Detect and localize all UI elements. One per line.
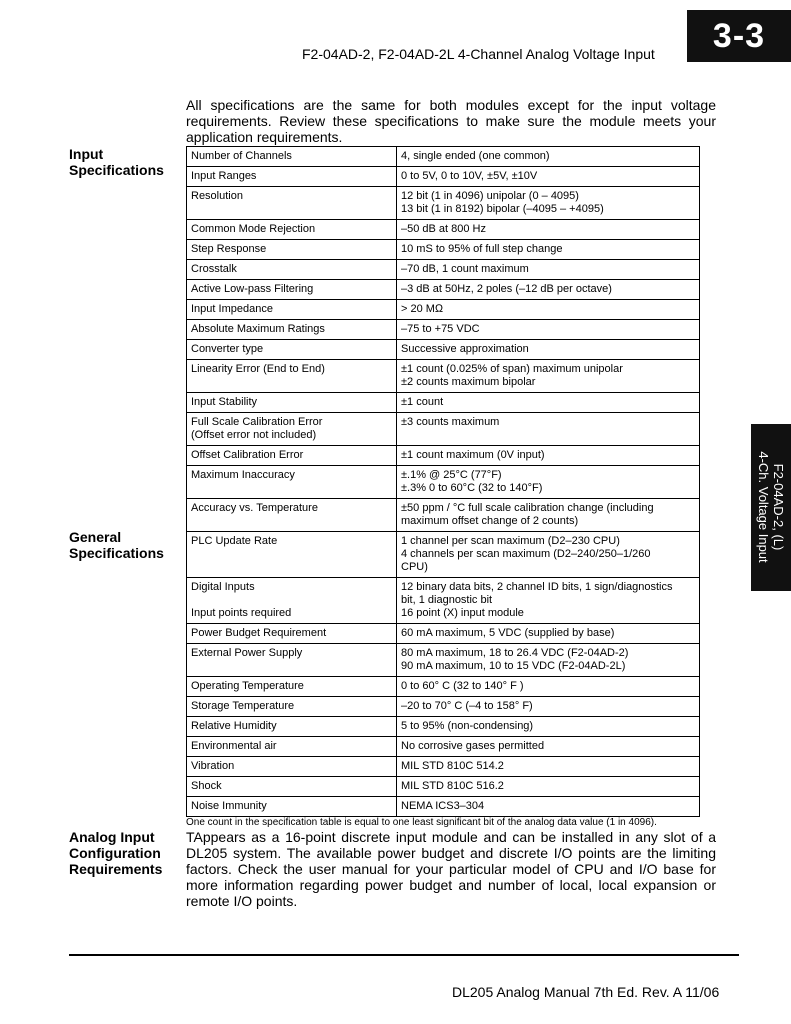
spec-label-cell — [187, 393, 397, 413]
spec-label-cell — [187, 717, 397, 737]
spec-row — [187, 466, 700, 499]
spec-row — [187, 220, 700, 240]
specifications-table — [186, 146, 700, 817]
spec-label-line: Vibration — [191, 760, 235, 772]
spec-value-line: ±2 counts maximum bipolar — [401, 376, 536, 388]
side-tab-label — [756, 451, 786, 562]
spec-value-cell — [397, 644, 700, 677]
spec-value-cell — [397, 280, 700, 300]
spec-row — [187, 717, 700, 737]
spec-row — [187, 320, 700, 340]
spec-value-line: ±50 ppm / °C full scale calibration change (including — [401, 502, 654, 514]
intro-paragraph: All specifications are the same for both modules except for the input voltage requirements. Review these specifications to make sure the module meets your application requirements. — [186, 97, 716, 145]
spec-label-line: Step Response — [191, 243, 267, 255]
spec-row — [187, 360, 700, 393]
spec-value-cell — [397, 677, 700, 697]
spec-label-cell — [187, 446, 397, 466]
spec-row — [187, 777, 700, 797]
spec-label-line: Digital Inputs — [191, 581, 255, 593]
spec-label-cell — [187, 340, 397, 360]
spec-row — [187, 167, 700, 187]
page-number-badge: 3-3 — [687, 10, 791, 62]
spec-label-cell — [187, 320, 397, 340]
spec-row — [187, 260, 700, 280]
spec-value-cell — [397, 340, 700, 360]
spec-value-line: 4, single ended (one common) — [401, 150, 550, 162]
spec-value-line: 12 binary data bits, 2 channel ID bits, 1 sign/diagnostics — [401, 581, 673, 593]
spec-value-line: ±1 count maximum (0V input) — [401, 449, 545, 461]
spec-value-line: Successive approximation — [401, 343, 529, 355]
spec-row — [187, 340, 700, 360]
heading-line: Specifications — [69, 545, 164, 561]
spec-label-cell — [187, 697, 397, 717]
spec-value-line: 5 to 95% (non-condensing) — [401, 720, 534, 732]
spec-value-line: –75 to +75 VDC — [401, 323, 480, 335]
spec-value-line: NEMA ICS3–304 — [401, 800, 485, 812]
spec-label-cell — [187, 797, 397, 817]
spec-value-line: –50 dB at 800 Hz — [401, 223, 487, 235]
side-tab-line-1: F2-04AD-2, (L) — [771, 463, 786, 551]
spec-label-line: Accuracy vs. Temperature — [191, 502, 318, 514]
spec-label-cell — [187, 167, 397, 187]
spec-label-line: Number of Channels — [191, 150, 292, 162]
spec-value-cell — [397, 187, 700, 220]
spec-value-line: MIL STD 810C 514.2 — [401, 760, 504, 772]
spec-value-cell — [397, 757, 700, 777]
spec-label-line: Active Low-pass Filtering — [191, 283, 314, 295]
spec-row — [187, 499, 700, 532]
spec-value-cell — [397, 220, 700, 240]
side-tab-line-2: 4-Ch. Voltage Input — [756, 451, 771, 563]
spec-value-line: 10 mS to 95% of full step change — [401, 243, 563, 255]
spec-row — [187, 446, 700, 466]
spec-row — [187, 187, 700, 220]
spec-value-cell — [397, 532, 700, 578]
spec-label-cell — [187, 280, 397, 300]
spec-label-cell — [187, 737, 397, 757]
spec-row — [187, 737, 700, 757]
specifications-table-body — [187, 147, 700, 817]
spec-label-line: Input points required — [191, 607, 292, 619]
spec-label-cell — [187, 240, 397, 260]
spec-label-cell — [187, 499, 397, 532]
spec-value-line: ±1 count (0.025% of span) maximum unipolar — [401, 363, 623, 375]
spec-value-line: ±.1% @ 25°C (77°F) — [401, 469, 502, 481]
spec-value-cell — [397, 624, 700, 644]
spec-value-line: ±.3% 0 to 60°C (32 to 140°F) — [401, 482, 543, 494]
heading-line: Input — [69, 146, 104, 162]
spec-row — [187, 300, 700, 320]
spec-label-line: Resolution — [191, 190, 243, 202]
spec-label-line: Input Stability — [191, 396, 258, 408]
spec-row — [187, 624, 700, 644]
table-footnote: One count in the specification table is equal to one least significant bit of the analog data value (1 in 4096). — [186, 817, 657, 828]
spec-value-cell — [397, 737, 700, 757]
spec-row — [187, 757, 700, 777]
page-footer: DL205 Analog Manual 7th Ed. Rev. A 11/06 — [452, 984, 720, 1000]
spec-label-cell — [187, 360, 397, 393]
spec-row — [187, 797, 700, 817]
spec-value-line: maximum offset change of 2 counts) — [401, 515, 579, 527]
spec-row — [187, 280, 700, 300]
spec-value-line: CPU) — [401, 561, 428, 573]
spec-label-cell — [187, 413, 397, 446]
spec-label-cell — [187, 644, 397, 677]
spec-value-line: 80 mA maximum, 18 to 26.4 VDC (F2-04AD-2) — [401, 647, 629, 659]
spec-label-cell — [187, 466, 397, 499]
spec-value-cell — [397, 578, 700, 624]
page-header-title: F2-04AD-2, F2-04AD-2L 4-Channel Analog Voltage Input — [302, 46, 655, 62]
spec-value-cell — [397, 260, 700, 280]
spec-label-cell — [187, 677, 397, 697]
spec-value-cell — [397, 697, 700, 717]
spec-label-cell — [187, 187, 397, 220]
spec-label-cell — [187, 147, 397, 167]
spec-label-line: (Offset error not included) — [191, 429, 317, 441]
input-specifications-heading — [69, 146, 164, 178]
spec-row — [187, 644, 700, 677]
spec-label-cell — [187, 220, 397, 240]
spec-value-cell — [397, 393, 700, 413]
spec-row — [187, 578, 700, 624]
spec-label-line: Common Mode Rejection — [191, 223, 316, 235]
heading-line: General — [69, 529, 122, 545]
heading-line: Analog Input — [69, 829, 155, 845]
spec-label-line: Offset Calibration Error — [191, 449, 304, 461]
spec-label-cell — [187, 300, 397, 320]
spec-row — [187, 240, 700, 260]
spec-label-line: Full Scale Calibration Error — [191, 416, 323, 428]
spec-label-line: Relative Humidity — [191, 720, 277, 732]
chapter-side-tab — [751, 424, 791, 591]
spec-value-cell — [397, 777, 700, 797]
spec-value-line: No corrosive gases permitted — [401, 740, 545, 752]
spec-value-line: > 20 MΩ — [401, 303, 444, 315]
spec-label-line: Absolute Maximum Ratings — [191, 323, 325, 335]
spec-label-line: Crosstalk — [191, 263, 237, 275]
spec-label-line — [191, 594, 392, 607]
spec-value-line: 12 bit (1 in 4096) unipolar (0 – 4095) — [401, 190, 579, 202]
spec-value-cell — [397, 797, 700, 817]
spec-value-cell — [397, 147, 700, 167]
spec-label-cell — [187, 624, 397, 644]
spec-value-line: –20 to 70° C (–4 to 158° F) — [401, 700, 533, 712]
spec-value-line: 0 to 60° C (32 to 140° F ) — [401, 680, 524, 692]
spec-row — [187, 147, 700, 167]
spec-label-line: Noise Immunity — [191, 800, 267, 812]
spec-label-cell — [187, 777, 397, 797]
spec-label-line: Input Ranges — [191, 170, 257, 182]
spec-value-cell — [397, 240, 700, 260]
spec-label-cell — [187, 260, 397, 280]
spec-row — [187, 393, 700, 413]
heading-line: Requirements — [69, 861, 163, 877]
spec-value-cell — [397, 167, 700, 187]
spec-label-line: Converter type — [191, 343, 264, 355]
spec-value-line: 4 channels per scan maximum (D2–240/250–1/260 — [401, 548, 651, 560]
spec-value-cell — [397, 499, 700, 532]
spec-label-line: Maximum Inaccuracy — [191, 469, 295, 481]
spec-label-cell — [187, 532, 397, 578]
spec-value-line: ±3 counts maximum — [401, 416, 500, 428]
spec-value-line: 13 bit (1 in 8192) bipolar (–4095 – +4095) — [401, 203, 604, 215]
spec-value-line: 1 channel per scan maximum (D2–230 CPU) — [401, 535, 620, 547]
spec-label-line: Input Impedance — [191, 303, 273, 315]
spec-value-cell — [397, 413, 700, 446]
spec-row — [187, 413, 700, 446]
spec-label-line: Power Budget Requirement — [191, 627, 327, 639]
spec-value-cell — [397, 360, 700, 393]
spec-label-cell — [187, 757, 397, 777]
spec-value-cell — [397, 717, 700, 737]
general-specifications-heading — [69, 529, 164, 561]
spec-value-line: bit, 1 diagnostic bit — [401, 594, 493, 606]
spec-value-cell — [397, 300, 700, 320]
spec-label-line: External Power Supply — [191, 647, 303, 659]
spec-value-line: 60 mA maximum, 5 VDC (supplied by base) — [401, 627, 615, 639]
spec-value-cell — [397, 320, 700, 340]
spec-value-line: –70 dB, 1 count maximum — [401, 263, 529, 275]
footer-divider — [69, 954, 739, 956]
spec-value-line: 90 mA maximum, 10 to 15 VDC (F2-04AD-2L) — [401, 660, 626, 672]
spec-label-line: Shock — [191, 780, 222, 792]
spec-row — [187, 697, 700, 717]
analog-input-configuration-heading — [69, 829, 162, 877]
spec-value-cell — [397, 466, 700, 499]
spec-value-cell — [397, 446, 700, 466]
spec-label-line: Storage Temperature — [191, 700, 295, 712]
spec-value-line: 0 to 5V, 0 to 10V, ±5V, ±10V — [401, 170, 538, 182]
heading-line: Specifications — [69, 162, 164, 178]
spec-value-line: –3 dB at 50Hz, 2 poles (–12 dB per octave) — [401, 283, 612, 295]
spec-value-line: 16 point (X) input module — [401, 607, 524, 619]
spec-value-line: MIL STD 810C 516.2 — [401, 780, 504, 792]
spec-label-line: Environmental air — [191, 740, 277, 752]
analog-config-paragraph: TAppears as a 16-point discrete input module and can be installed in any slot of a DL205 system. The available power budget and discrete I/O points are the limiting factors. Check the user manual for your particular model of CPU and I/O base for more information regarding power budget and number of local, local expansion or remote I/O points. — [186, 829, 716, 909]
spec-label-line: Operating Temperature — [191, 680, 304, 692]
spec-label-line: Linearity Error (End to End) — [191, 363, 325, 375]
spec-value-line: ±1 count — [401, 396, 444, 408]
spec-row — [187, 532, 700, 578]
spec-label-line: PLC Update Rate — [191, 535, 278, 547]
spec-row — [187, 677, 700, 697]
spec-label-cell — [187, 578, 397, 624]
heading-line: Configuration — [69, 845, 161, 861]
